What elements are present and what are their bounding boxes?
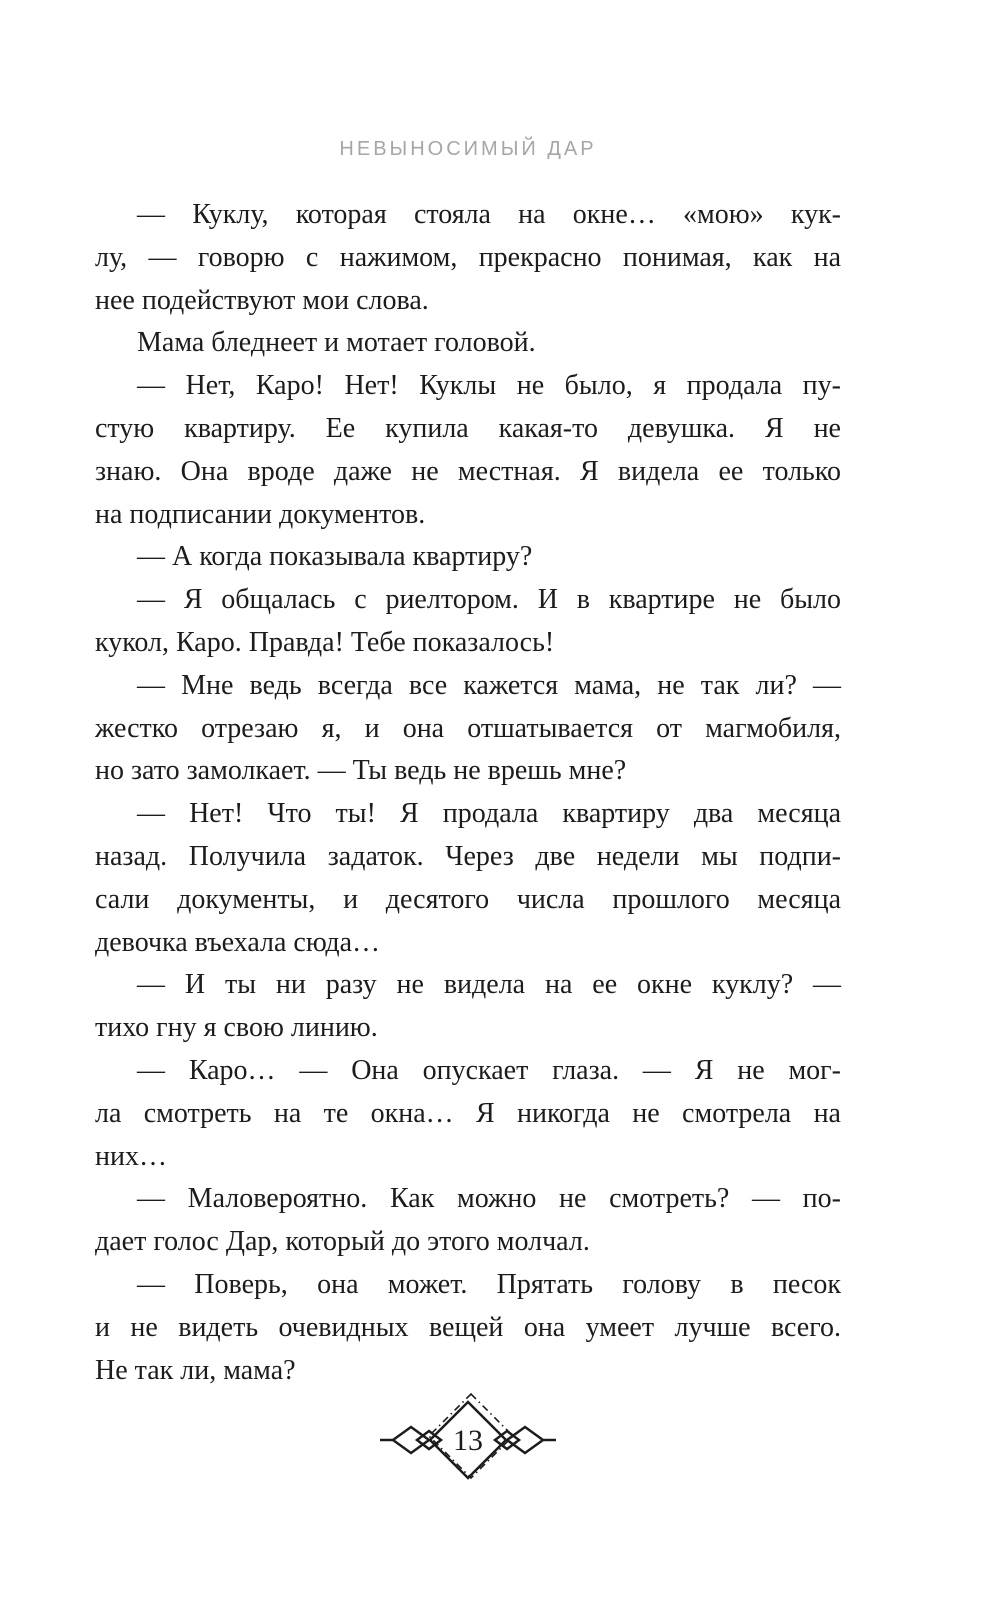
text-line: Не так ли, мама? <box>95 1354 296 1386</box>
text-line: назад. Получила задаток. Через две недели мы подпи- <box>95 840 841 872</box>
ornament-small-diamond-left-outer <box>393 1427 429 1453</box>
paragraph <box>95 1050 841 1178</box>
text-line: ла смотреть на те окна… Я никогда не смотрела на <box>95 1097 841 1129</box>
text-line: Мама бледнеет и мотает головой. <box>137 327 536 359</box>
text-line: девочка въехала сюда… <box>95 926 381 958</box>
text-line: на подписании документов. <box>95 498 426 530</box>
paragraph <box>95 665 841 793</box>
text-line: — Нет! Что ты! Я продала квартиру два месяца <box>137 798 841 830</box>
text-line: — А когда показывала квартиру? <box>137 541 533 573</box>
paragraph <box>95 579 841 665</box>
page-footer <box>95 1392 841 1480</box>
text-line: знаю. Она вроде даже не местная. Я видела ее только <box>95 455 841 487</box>
text-line: — Нет, Каро! Нет! Куклы не было, я продала пу- <box>137 370 841 402</box>
body-text <box>95 194 841 1392</box>
paragraph <box>95 1264 841 1392</box>
text-line: жестко отрезаю я, и она отшатывается от магмобиля, <box>95 712 841 744</box>
text-line: — Я общалась с риелтором. И в квартире не было <box>137 584 841 616</box>
paragraph <box>95 1178 841 1264</box>
paragraph <box>95 322 841 365</box>
text-line: и не видеть очевидных вещей она умеет лучше всего. <box>95 1311 841 1343</box>
text-line: стую квартиру. Ее купила какая-то девушка. Я не <box>95 412 841 444</box>
running-header: НЕВЫНОСИМЫЙ ДАР <box>339 138 597 160</box>
paragraph <box>95 793 841 964</box>
text-line: сали документы, и десятого числа прошлого месяца <box>95 883 841 915</box>
diamond-page-number-ornament <box>380 1392 556 1480</box>
text-line: них… <box>95 1140 167 1172</box>
text-line: тихо гну я свою линию. <box>95 1012 378 1044</box>
text-line: — Мне ведь всегда все кажется мама, не так ли? — <box>137 669 841 701</box>
text-line: — И ты ни разу не видела на ее окне куклу? — <box>137 969 841 1001</box>
page-number: 13 <box>453 1424 483 1457</box>
text-line: — Поверь, она может. Прятать голову в песок <box>137 1268 841 1300</box>
paragraph <box>95 194 841 322</box>
paragraph <box>95 964 841 1050</box>
text-line: лу, — говорю с нажимом, прекрасно понимая, как на <box>95 241 841 273</box>
text-line: — Каро… — Она опускает глаза. — Я не мог- <box>137 1054 841 1086</box>
text-line: — Куклу, которая стояла на окне… «мою» кук- <box>137 199 841 230</box>
text-line: но зато замолкает. — Ты ведь не врешь мне? <box>95 755 627 787</box>
text-line: кукол, Каро. Правда! Тебе показалось! <box>95 626 555 658</box>
text-line: нее подействуют мои слова. <box>95 284 429 316</box>
text-line: — Маловероятно. Как можно не смотреть? — по- <box>137 1183 841 1215</box>
text-line: дает голос Дар, который до этого молчал. <box>95 1226 590 1258</box>
paragraph <box>95 536 841 579</box>
paragraph <box>95 365 841 536</box>
ornament-small-diamond-right-outer <box>507 1427 543 1453</box>
